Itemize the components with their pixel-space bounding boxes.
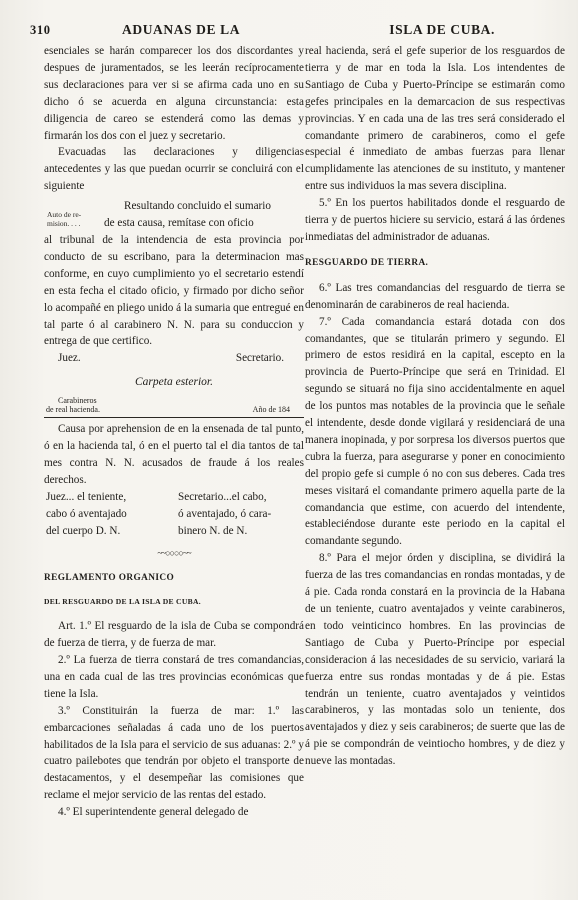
carpeta-corps — [46, 396, 100, 414]
signature-line — [44, 350, 304, 367]
paragraph-careo: esenciales se harán comparecer los dos discordantes y despues de juramentados, se les leerán recíprocamente sus declaraciones para ver si se afirma cada uno en su dicho ó se acuerda en alguna circunstancia: esta diligencia de careo se estenderá como las demas y firmarán los dos con el juez y secretario. — [44, 45, 304, 142]
header-right-title: ISLA DE CUBA. — [389, 22, 495, 37]
article-3: 3.º Constituirán la fuerza de mar: 1.º las embarcaciones señaladas á cada uno de los puertos habilitados de la Isla para el servicio de sus aduanas: 2.º y cuatro pailebotes que tendrán por objeto el transporte de destacamentos, y el desempeñar las comisiones que reclame el mejor servicio de las rentas del estado. — [44, 704, 304, 802]
auto-remision-line-1: Resultando concluido el sumario — [124, 200, 271, 213]
article-5: 5.º En los puertos habilitados donde el resguardo de tierra y de puertos hiciere su servicio, estará á las órdenes inmediatas del administrador de aduanas. — [305, 197, 565, 243]
running-header — [30, 20, 555, 42]
carpeta-secretario: Secretario...el cabo, — [178, 490, 267, 503]
carpeta-title: Carpeta esterior. — [135, 376, 213, 389]
carpeta-corps-line-1: Carabineros — [58, 396, 97, 406]
margin-note-auto-remision — [47, 210, 81, 228]
right-column — [305, 43, 565, 770]
page-number: 310 — [30, 23, 51, 37]
carpeta-header — [44, 396, 304, 416]
carpeta-signatories — [44, 489, 304, 540]
paragraph-evacuadas: Evacuadas las declaraciones y diligencias antecedentes y las que puedan ocurrir se concluirá con el siguiente — [44, 146, 304, 193]
signature-juez: Juez. — [58, 352, 81, 365]
left-column — [44, 43, 304, 821]
article-2: 2.º La fuerza de tierra constará de tres comandancias, una en cada cual de las tres provincias económicas que tiene la Isla. — [44, 654, 304, 700]
carpeta-secretario-2: ó aventajado, ó cara- — [178, 507, 272, 520]
paragraph-superintendente-cont: real hacienda, será el gefe superior de los resguardos de tierra y de mar en toda la Isla. Los intendentes de Santiago de Cuba y Puerto-Príncipe se estimarán como gefes principales en la demarcacion de sus respectivas provincias. Y en cada una de las tres será considerado el comandante primero de carabineros, como el gefe especial é inmediato de ambas fuerzas para llenar cumplidamente las atenciones de su instituto, y mantener entre sus individuos la mas severa disciplina. — [305, 45, 565, 193]
reglamento-title: REGLAMENTO ORGANICO — [44, 573, 175, 584]
carpeta-juez: Juez... el teniente, — [46, 490, 127, 503]
carpeta-rule — [44, 417, 304, 418]
article-6: 6.º Las tres comandancias del resguardo de tierra se denominarán de carabineros de real hacienda. — [305, 281, 565, 311]
carpeta-corps-line-2: de real hacienda. — [46, 405, 100, 415]
article-1: Art. 1.º El resguardo de la isla de Cuba se compondrá de fuerza de tierra, y de fuerza de mar. — [44, 620, 304, 650]
signature-secretario: Secretario. — [235, 352, 284, 365]
reglamento-subtitle: DEL RESGUARDO DE LA ISLA DE CUBA. — [44, 597, 201, 607]
carpeta-text: Causa por aprehension de en la ensenada de tal punto, ó en la hacienda tal, ó en el puerto tal el dia tantos de tal mes contra N. N. acusados de fraude á los reales derechos. — [44, 423, 304, 486]
article-4-start: 4.º El superintendente general delegado de — [58, 806, 249, 819]
article-7: 7.º Cada comandancia estará dotada con dos comandantes, que se titularán primero y segundo. El primero de estos residirá en la capital, escepto en la provincia de Puerto-Príncipe que será en Trinidad. El segundo se situará no fija sino accidentalmente en aquel de los puntos mas notables de la provincia que le señale el intendente, desde donde vigilará y residenciará de una manera inopinada, y por sorpresa los diversos puertos que cubra la fuerza, para asegurarse y poner en conocimiento del propio gefe si cumple ó no con sus deberes. Cada tres meses visitará el comandante primero aquella parte de la comandancia que estime, con acuerdo del intendente, estableciéndose durante este periodo en la capital el comandante segundo. — [305, 315, 565, 548]
article-8: 8.º Para el mejor órden y disciplina, se dividirá la fuerza de las tres comandancias en rondas montadas, y de á pie. Cada ronda constará en la provincia de la Habana de un teniente, cuatro aventajados y veinte carabineros, en todo veinticinco hombres. En las provincias de Santiago de Cuba y Puerto-Príncipe por especial consideracion á las necesidades de su servicio, variará la fuerza entre sus rondas montadas y de á pie. Estas tendrán un teniente, cuatro aventajados y veintidos carabineros, y las montadas solo un teniente, dos aventajados y diez y seis carabineros; de suerte que las de á pie se compondrán de veintiocho hombres, y de diez y nueve las montadas. — [305, 552, 565, 768]
carpeta-juez-3: del cuerpo D. N. — [46, 524, 121, 537]
margin-note-line-2: mision. . . . — [47, 219, 81, 228]
margin-note-line-1: Auto de re- — [47, 210, 82, 219]
auto-remision-line-2: de esta causa, remítase con oficio — [104, 217, 254, 230]
carpeta-juez-2: cabo ó aventajado — [46, 507, 127, 520]
carpeta-secretario-3: binero N. de N. — [178, 524, 248, 537]
carpeta-year: Año de 184 — [252, 405, 290, 415]
section-ornament: ~~○○○○~~ — [157, 548, 191, 559]
section-resguardo-tierra: RESGUARDO DE TIERRA. — [305, 257, 429, 268]
auto-remision-body: al tribunal de la intendencia de esta provincia por conducto de su escribano, para la determinacion mas conforme, en cuyo cumplimiento yo el secretario estendí en esta fecha el citado oficio, y firmado por dicho señor lo acompañé en pliego unido á la sumaria que entregué en tal parte ó al carabinero N. N. para su conduccion y entrega de que certifico. — [44, 233, 304, 348]
header-left-title: ADUANAS DE LA — [122, 22, 241, 37]
